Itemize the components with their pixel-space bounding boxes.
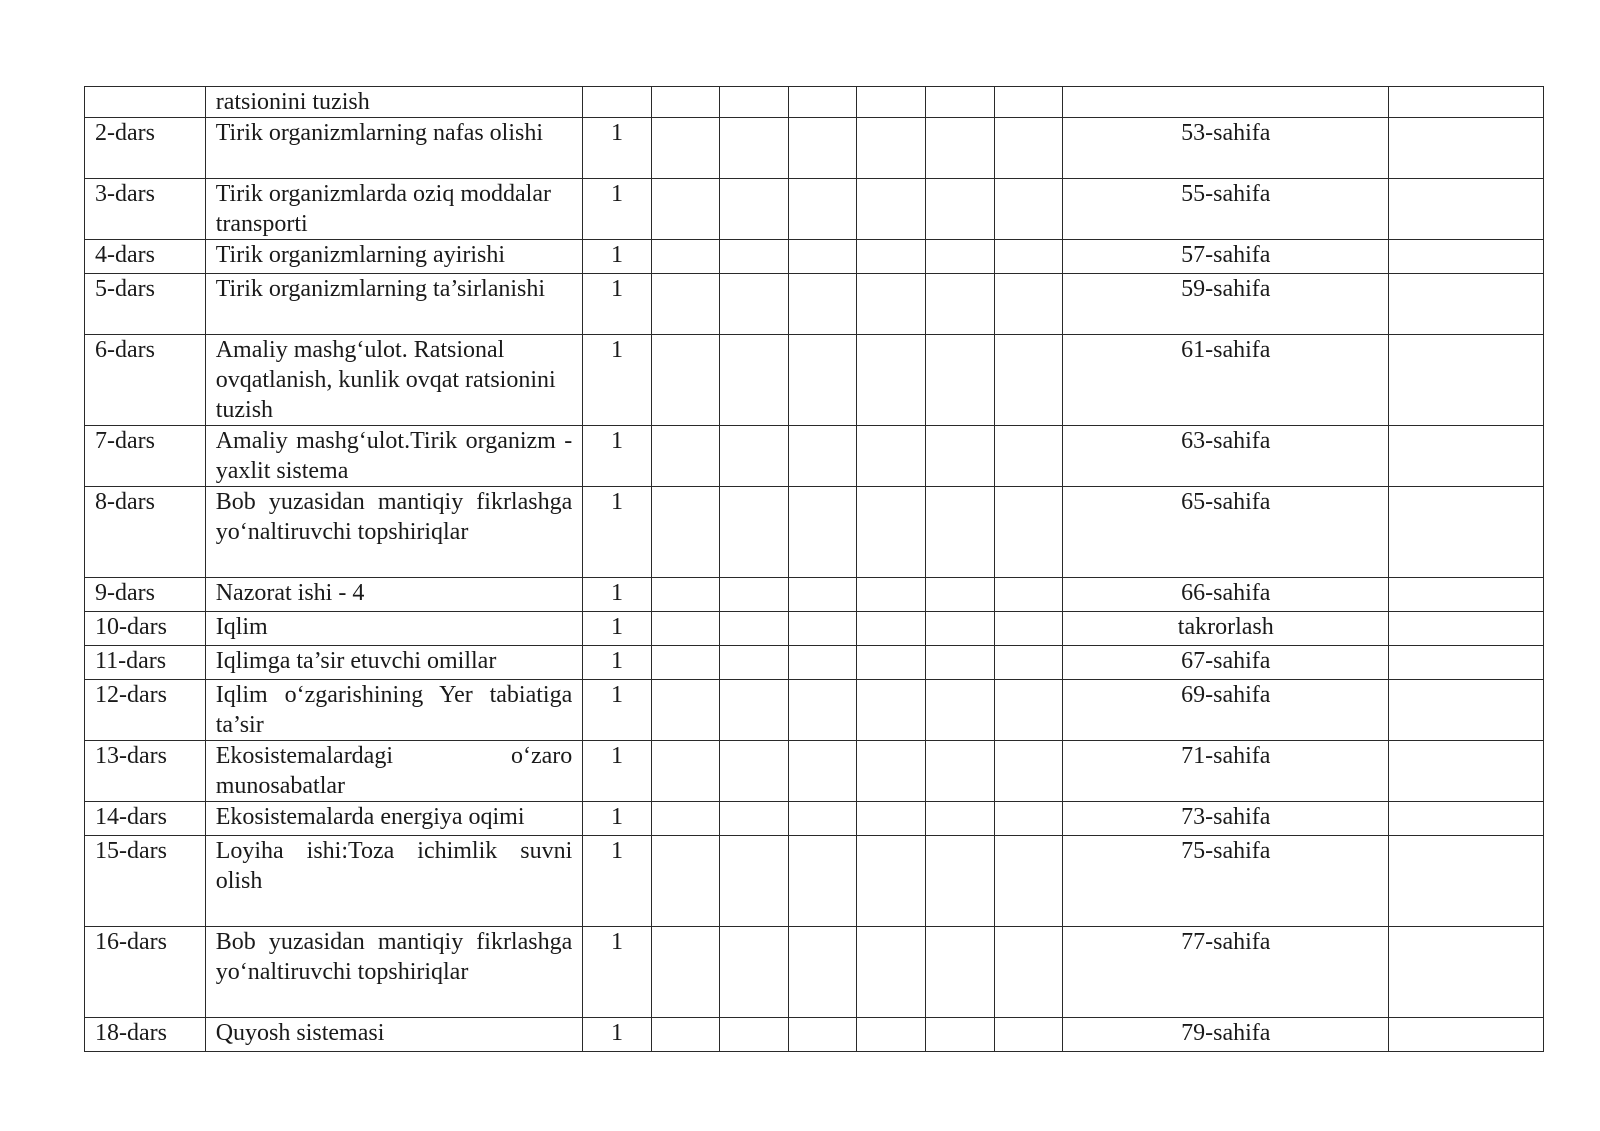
empty-cell [994,612,1063,646]
empty-cell [857,927,926,1018]
lesson-number-cell: 5-dars [85,274,206,335]
empty-cell [994,118,1063,179]
table-row [85,836,1544,927]
notes-cell [1389,578,1544,612]
notes-cell [1389,680,1544,741]
notes-cell [1389,274,1544,335]
textbook-page-cell [1063,87,1389,118]
empty-cell [788,802,857,836]
empty-cell [925,179,994,240]
empty-cell [651,487,720,578]
hours-cell: 1 [583,426,652,487]
hours-cell: 1 [583,335,652,426]
empty-cell [857,274,926,335]
hours-cell [583,87,652,118]
empty-cell [788,487,857,578]
lesson-topic-cell: Iqlimga ta’sir etuvchi omillar [205,646,583,680]
empty-cell [788,927,857,1018]
lesson-number-cell: 16-dars [85,927,206,1018]
hours-cell: 1 [583,118,652,179]
textbook-page-cell: 53-sahifa [1063,118,1389,179]
hours-cell: 1 [583,927,652,1018]
hours-cell: 1 [583,274,652,335]
textbook-page-cell: 65-sahifa [1063,487,1389,578]
empty-cell [720,741,789,802]
hours-cell: 1 [583,179,652,240]
empty-cell [720,335,789,426]
empty-cell [720,487,789,578]
empty-cell [925,612,994,646]
empty-cell [788,646,857,680]
lesson-topic-cell: Tirik organizmlarning ta’sirlanishi [205,274,583,335]
empty-cell [788,741,857,802]
empty-cell [994,87,1063,118]
empty-cell [857,87,926,118]
empty-cell [651,179,720,240]
hours-cell: 1 [583,487,652,578]
empty-cell [994,274,1063,335]
table-row [85,1018,1544,1052]
empty-cell [651,426,720,487]
lesson-number-cell: 12-dars [85,680,206,741]
empty-cell [788,612,857,646]
empty-cell [651,1018,720,1052]
lesson-topic-cell: Ekosistemalarda energiya oqimi [205,802,583,836]
empty-cell [925,426,994,487]
empty-cell [925,487,994,578]
hours-cell: 1 [583,802,652,836]
empty-cell [788,179,857,240]
hours-cell: 1 [583,578,652,612]
empty-cell [925,118,994,179]
lesson-number-cell: 15-dars [85,836,206,927]
lesson-topic-cell: Iqlim [205,612,583,646]
textbook-page-cell: 61-sahifa [1063,335,1389,426]
empty-cell [994,179,1063,240]
hours-cell: 1 [583,1018,652,1052]
textbook-page-cell: 75-sahifa [1063,836,1389,927]
lesson-number-cell: 18-dars [85,1018,206,1052]
empty-cell [994,487,1063,578]
empty-cell [720,240,789,274]
empty-cell [788,836,857,927]
lesson-number-cell [85,87,206,118]
empty-cell [925,240,994,274]
table-row [85,274,1544,335]
empty-cell [788,578,857,612]
empty-cell [925,646,994,680]
empty-cell [857,240,926,274]
notes-cell [1389,612,1544,646]
lesson-topic-cell: Quyosh sistemasi [205,1018,583,1052]
table-row [85,240,1544,274]
empty-cell [857,1018,926,1052]
empty-cell [925,578,994,612]
lesson-number-cell: 13-dars [85,741,206,802]
table-row [85,179,1544,240]
lesson-topic-cell: Loyiha ishi:Toza ichimlik suvni olish [205,836,583,927]
notes-cell [1389,179,1544,240]
empty-cell [925,927,994,1018]
empty-cell [857,487,926,578]
table-row [85,802,1544,836]
empty-cell [925,335,994,426]
empty-cell [994,646,1063,680]
textbook-page-cell: 77-sahifa [1063,927,1389,1018]
empty-cell [994,335,1063,426]
empty-cell [651,927,720,1018]
hours-cell: 1 [583,680,652,741]
notes-cell [1389,646,1544,680]
lesson-number-cell: 8-dars [85,487,206,578]
notes-cell [1389,836,1544,927]
empty-cell [925,274,994,335]
empty-cell [651,578,720,612]
empty-cell [788,240,857,274]
notes-cell [1389,426,1544,487]
empty-cell [651,646,720,680]
hours-cell: 1 [583,240,652,274]
lesson-number-cell: 14-dars [85,802,206,836]
empty-cell [925,87,994,118]
textbook-page-cell: 69-sahifa [1063,680,1389,741]
empty-cell [925,741,994,802]
empty-cell [651,612,720,646]
empty-cell [651,680,720,741]
lesson-topic-cell: Tirik organizmlarning nafas olishi [205,118,583,179]
empty-cell [788,118,857,179]
lesson-plan-body [85,87,1544,1052]
table-row [85,87,1544,118]
empty-cell [925,680,994,741]
lesson-topic-cell: Nazorat ishi - 4 [205,578,583,612]
table-row [85,646,1544,680]
empty-cell [720,646,789,680]
empty-cell [720,612,789,646]
lesson-number-cell: 11-dars [85,646,206,680]
textbook-page-cell: 63-sahifa [1063,426,1389,487]
notes-cell [1389,487,1544,578]
empty-cell [720,274,789,335]
empty-cell [857,578,926,612]
notes-cell [1389,240,1544,274]
notes-cell [1389,802,1544,836]
lesson-topic-cell: Bob yuzasidan mantiqiy fikrlashga yo‘naltiruvchi topshiriqlar [205,927,583,1018]
empty-cell [857,612,926,646]
textbook-page-cell: takrorlash [1063,612,1389,646]
empty-cell [994,426,1063,487]
empty-cell [788,87,857,118]
table-row [85,741,1544,802]
lesson-number-cell: 6-dars [85,335,206,426]
lesson-topic-cell: Tirik organizmlarda oziq moddalar transporti [205,179,583,240]
lesson-topic-cell: Amaliy mashg‘ulot.Tirik organizm - yaxlit sistema [205,426,583,487]
textbook-page-cell: 67-sahifa [1063,646,1389,680]
empty-cell [651,741,720,802]
lesson-topic-cell: Tirik organizmlarning ayirishi [205,240,583,274]
lesson-number-cell: 2-dars [85,118,206,179]
table-row [85,118,1544,179]
lesson-number-cell: 10-dars [85,612,206,646]
empty-cell [720,1018,789,1052]
empty-cell [994,836,1063,927]
textbook-page-cell: 66-sahifa [1063,578,1389,612]
empty-cell [651,836,720,927]
empty-cell [720,118,789,179]
lesson-plan-table [84,86,1544,1052]
empty-cell [857,802,926,836]
empty-cell [720,802,789,836]
empty-cell [925,802,994,836]
empty-cell [651,87,720,118]
lesson-topic-cell: Iqlim o‘zgarishining Yer tabiatiga ta’sir [205,680,583,741]
empty-cell [857,335,926,426]
lesson-topic-cell: ratsionini tuzish [205,87,583,118]
notes-cell [1389,118,1544,179]
textbook-page-cell: 73-sahifa [1063,802,1389,836]
hours-cell: 1 [583,646,652,680]
hours-cell: 1 [583,836,652,927]
empty-cell [994,741,1063,802]
empty-cell [925,1018,994,1052]
empty-cell [720,87,789,118]
empty-cell [994,578,1063,612]
table-row [85,680,1544,741]
empty-cell [788,274,857,335]
empty-cell [651,274,720,335]
empty-cell [788,426,857,487]
lesson-number-cell: 4-dars [85,240,206,274]
lesson-topic-cell: Amaliy mashg‘ulot. Ratsional ovqatlanish, kunlik ovqat ratsionini tuzish [205,335,583,426]
table-row [85,335,1544,426]
table-row [85,612,1544,646]
empty-cell [720,680,789,741]
table-row [85,927,1544,1018]
empty-cell [788,1018,857,1052]
lesson-number-cell: 7-dars [85,426,206,487]
empty-cell [994,1018,1063,1052]
empty-cell [857,118,926,179]
empty-cell [994,802,1063,836]
empty-cell [720,578,789,612]
empty-cell [720,836,789,927]
empty-cell [857,741,926,802]
lesson-number-cell: 3-dars [85,179,206,240]
notes-cell [1389,335,1544,426]
empty-cell [651,118,720,179]
empty-cell [857,680,926,741]
notes-cell [1389,741,1544,802]
table-row [85,487,1544,578]
empty-cell [994,240,1063,274]
empty-cell [994,680,1063,741]
table-row [85,426,1544,487]
empty-cell [857,426,926,487]
empty-cell [857,179,926,240]
notes-cell [1389,927,1544,1018]
empty-cell [651,335,720,426]
empty-cell [720,179,789,240]
lesson-number-cell: 9-dars [85,578,206,612]
textbook-page-cell: 55-sahifa [1063,179,1389,240]
empty-cell [720,426,789,487]
textbook-page-cell: 71-sahifa [1063,741,1389,802]
empty-cell [651,240,720,274]
empty-cell [788,335,857,426]
notes-cell [1389,1018,1544,1052]
empty-cell [651,802,720,836]
empty-cell [857,836,926,927]
textbook-page-cell: 59-sahifa [1063,274,1389,335]
lesson-topic-cell: Ekosistemalardagi o‘zaro munosabatlar [205,741,583,802]
empty-cell [925,836,994,927]
textbook-page-cell: 57-sahifa [1063,240,1389,274]
notes-cell [1389,87,1544,118]
hours-cell: 1 [583,612,652,646]
empty-cell [720,927,789,1018]
hours-cell: 1 [583,741,652,802]
empty-cell [788,680,857,741]
table-row [85,578,1544,612]
textbook-page-cell: 79-sahifa [1063,1018,1389,1052]
empty-cell [994,927,1063,1018]
lesson-topic-cell: Bob yuzasidan mantiqiy fikrlashga yo‘naltiruvchi topshiriqlar [205,487,583,578]
empty-cell [857,646,926,680]
